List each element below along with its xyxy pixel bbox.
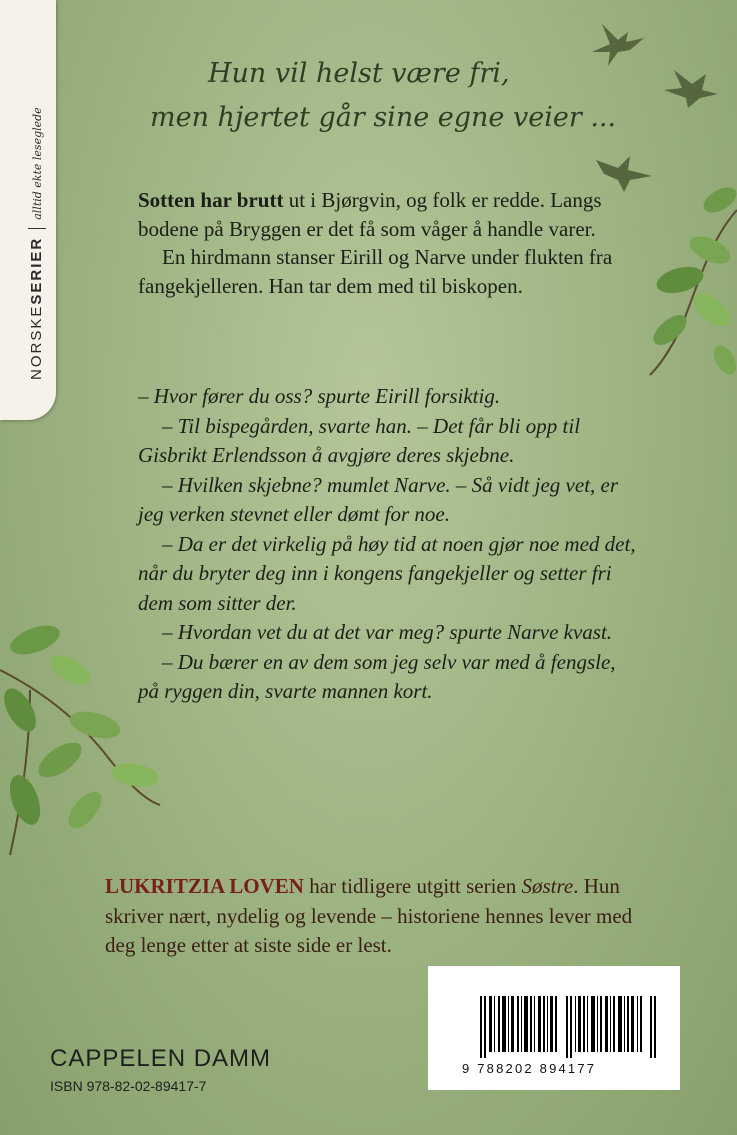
dialogue-line: – Hvor fører du oss? spurte Eirill forsiktig. (138, 384, 501, 408)
barcode-box (428, 966, 680, 1090)
series-tab (0, 0, 56, 420)
blurb-lead-rest: ut i Bjørgvin, og folk er redde. Langs bodene på Bryggen er det få som våger å handle varer. (138, 188, 602, 241)
dialogue-line: – Hvilken skjebne? mumlet Narve. – Så vidt jeg vet, er jeg verken stevnet eller dømt for noe. (138, 472, 619, 526)
author-note (105, 872, 635, 961)
bird-icon (662, 66, 720, 112)
author-name: LUKRITZIA LOVEN (105, 874, 304, 898)
blurb-paragraph-1 (138, 186, 638, 243)
dialogue-line: – Du bærer en av dem som jeg selv var med å fengsle, på ryggen din, svarte mannen kort. (138, 649, 616, 703)
tagline-line-2: men hjertet går sine egne veier ... (150, 102, 617, 133)
brand-separator (28, 228, 46, 229)
blurb-lead: Sotten har brutt (138, 188, 284, 212)
isbn-text: ISBN 978-82-02-89417-7 (50, 1078, 207, 1094)
brand-light: NORSKE (28, 304, 45, 380)
brand-slogan: alltid ekte leseglede (31, 107, 44, 220)
tagline-line-1: Hun vil helst være fri, (208, 58, 510, 89)
leaf-branch-right (640, 170, 737, 380)
barcode-number: 9 788202 894177 (462, 1061, 597, 1076)
publisher-logo: CAPPELEN DAMM (50, 1045, 272, 1072)
tagline (150, 52, 670, 140)
dialogue-line: – Til bispegården, svarte han. – Det får bli opp til Gisbrikt Erlendsson å avgjøre deres skjebne. (138, 413, 581, 467)
blurb (138, 186, 638, 300)
dialogue-excerpt (138, 382, 638, 707)
barcode-icon (480, 996, 660, 1058)
author-series: Søstre (521, 874, 574, 898)
author-text-1: har tidligere utgitt serien (303, 874, 522, 898)
series-brand (28, 107, 46, 380)
author-text-2: . Hun skriver nært, nydelig og levende – historiene hennes lever med deg lenge etter at siste side er lest. (105, 874, 633, 957)
dialogue-line: – Hvordan vet du at det var meg? spurte Narve kvast. (162, 620, 613, 644)
dialogue-line: – Da er det virkelig på høy tid at noen gjør noe med det, når du bryter deg inn i kongens fangekjeller og setter fri dem som sitter der. (138, 531, 636, 615)
brand-bold: SERIER (28, 236, 45, 305)
blurb-paragraph-2: En hirdmann stanser Eirill og Narve under flukten fra fangekjelleren. Han tar dem med til biskopen. (138, 245, 613, 298)
